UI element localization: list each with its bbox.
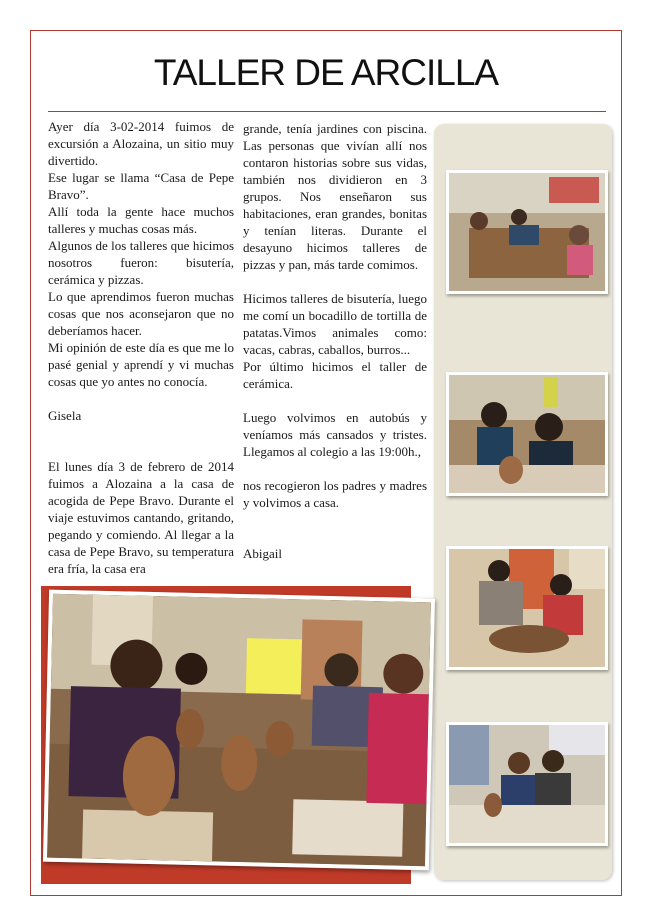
paragraph: Por último hicimos el taller de cerámica.: [243, 359, 427, 391]
workshop-photo-2: [446, 372, 608, 496]
text-column-middle: [243, 120, 427, 562]
paragraph: Ese lugar se llama “Casa de Pepe Bravo”.: [48, 170, 234, 202]
paragraph: Lo que aprendimos fueron muchas cosas que nos aconsejaron que no deberíamos hacer.: [48, 289, 234, 338]
workshop-photo-1: [446, 170, 608, 294]
workshop-photo-3: [446, 546, 608, 670]
paragraph: Hicimos talleres de bisutería, luego me comí un bocadillo de tortilla de patatas.Vimos animales como: vacas, cabras, caballos, burros...: [243, 291, 427, 357]
paragraph: grande, tenía jardines con piscina. Las personas que vivían allí nos contaron historias sobre sus vidas, también nos dividieron en 3 grupos. Nos enseñaron sus habitaciones, eran grandes, bonitas y tenían literas. Durante el desayuno hicimos talleres de pizzas y pan, más tarde comimos.: [243, 121, 427, 272]
author-signature: Abigail: [243, 546, 282, 561]
paragraph: Algunos de los talleres que hicimos nosotros fueron: bisutería, cerámica y pizzas.: [48, 238, 234, 287]
paragraph: Allí toda la gente hace muchos talleres y muchas cosas más.: [48, 204, 234, 236]
paragraph: Mi opinión de este día es que me lo pasé genial y aprendí y vi muchas cosas que yo antes no conocía.: [48, 340, 234, 389]
paragraph: El lunes día 3 de febrero de 2014 fuimos a Alozaina a la casa de acogida de Pepe Bravo. Durante el viaje estuvimos cantando, gritando, pegando y comiendo. Al llegar a la casa de Pepe Bravo, su temperatura era fría, la casa era: [48, 459, 234, 576]
title-divider: [48, 111, 606, 112]
text-column-left: [48, 118, 234, 577]
main-workshop-photo: [43, 590, 435, 871]
page-title: TALLER DE ARCILLA: [153, 52, 499, 93]
paragraph: Luego volvimos en autobús y veníamos más cansados y tristes. Llegamos al colegio a las 19:00h.,: [243, 410, 427, 459]
author-signature: Gisela: [48, 408, 82, 423]
paragraph: Ayer día 3-02-2014 fuimos de excursión a Alozaina, un sitio muy divertido.: [48, 119, 234, 168]
workshop-photo-4: [446, 722, 608, 846]
paragraph: nos recogieron los padres y madres y volvimos a casa.: [243, 478, 427, 510]
